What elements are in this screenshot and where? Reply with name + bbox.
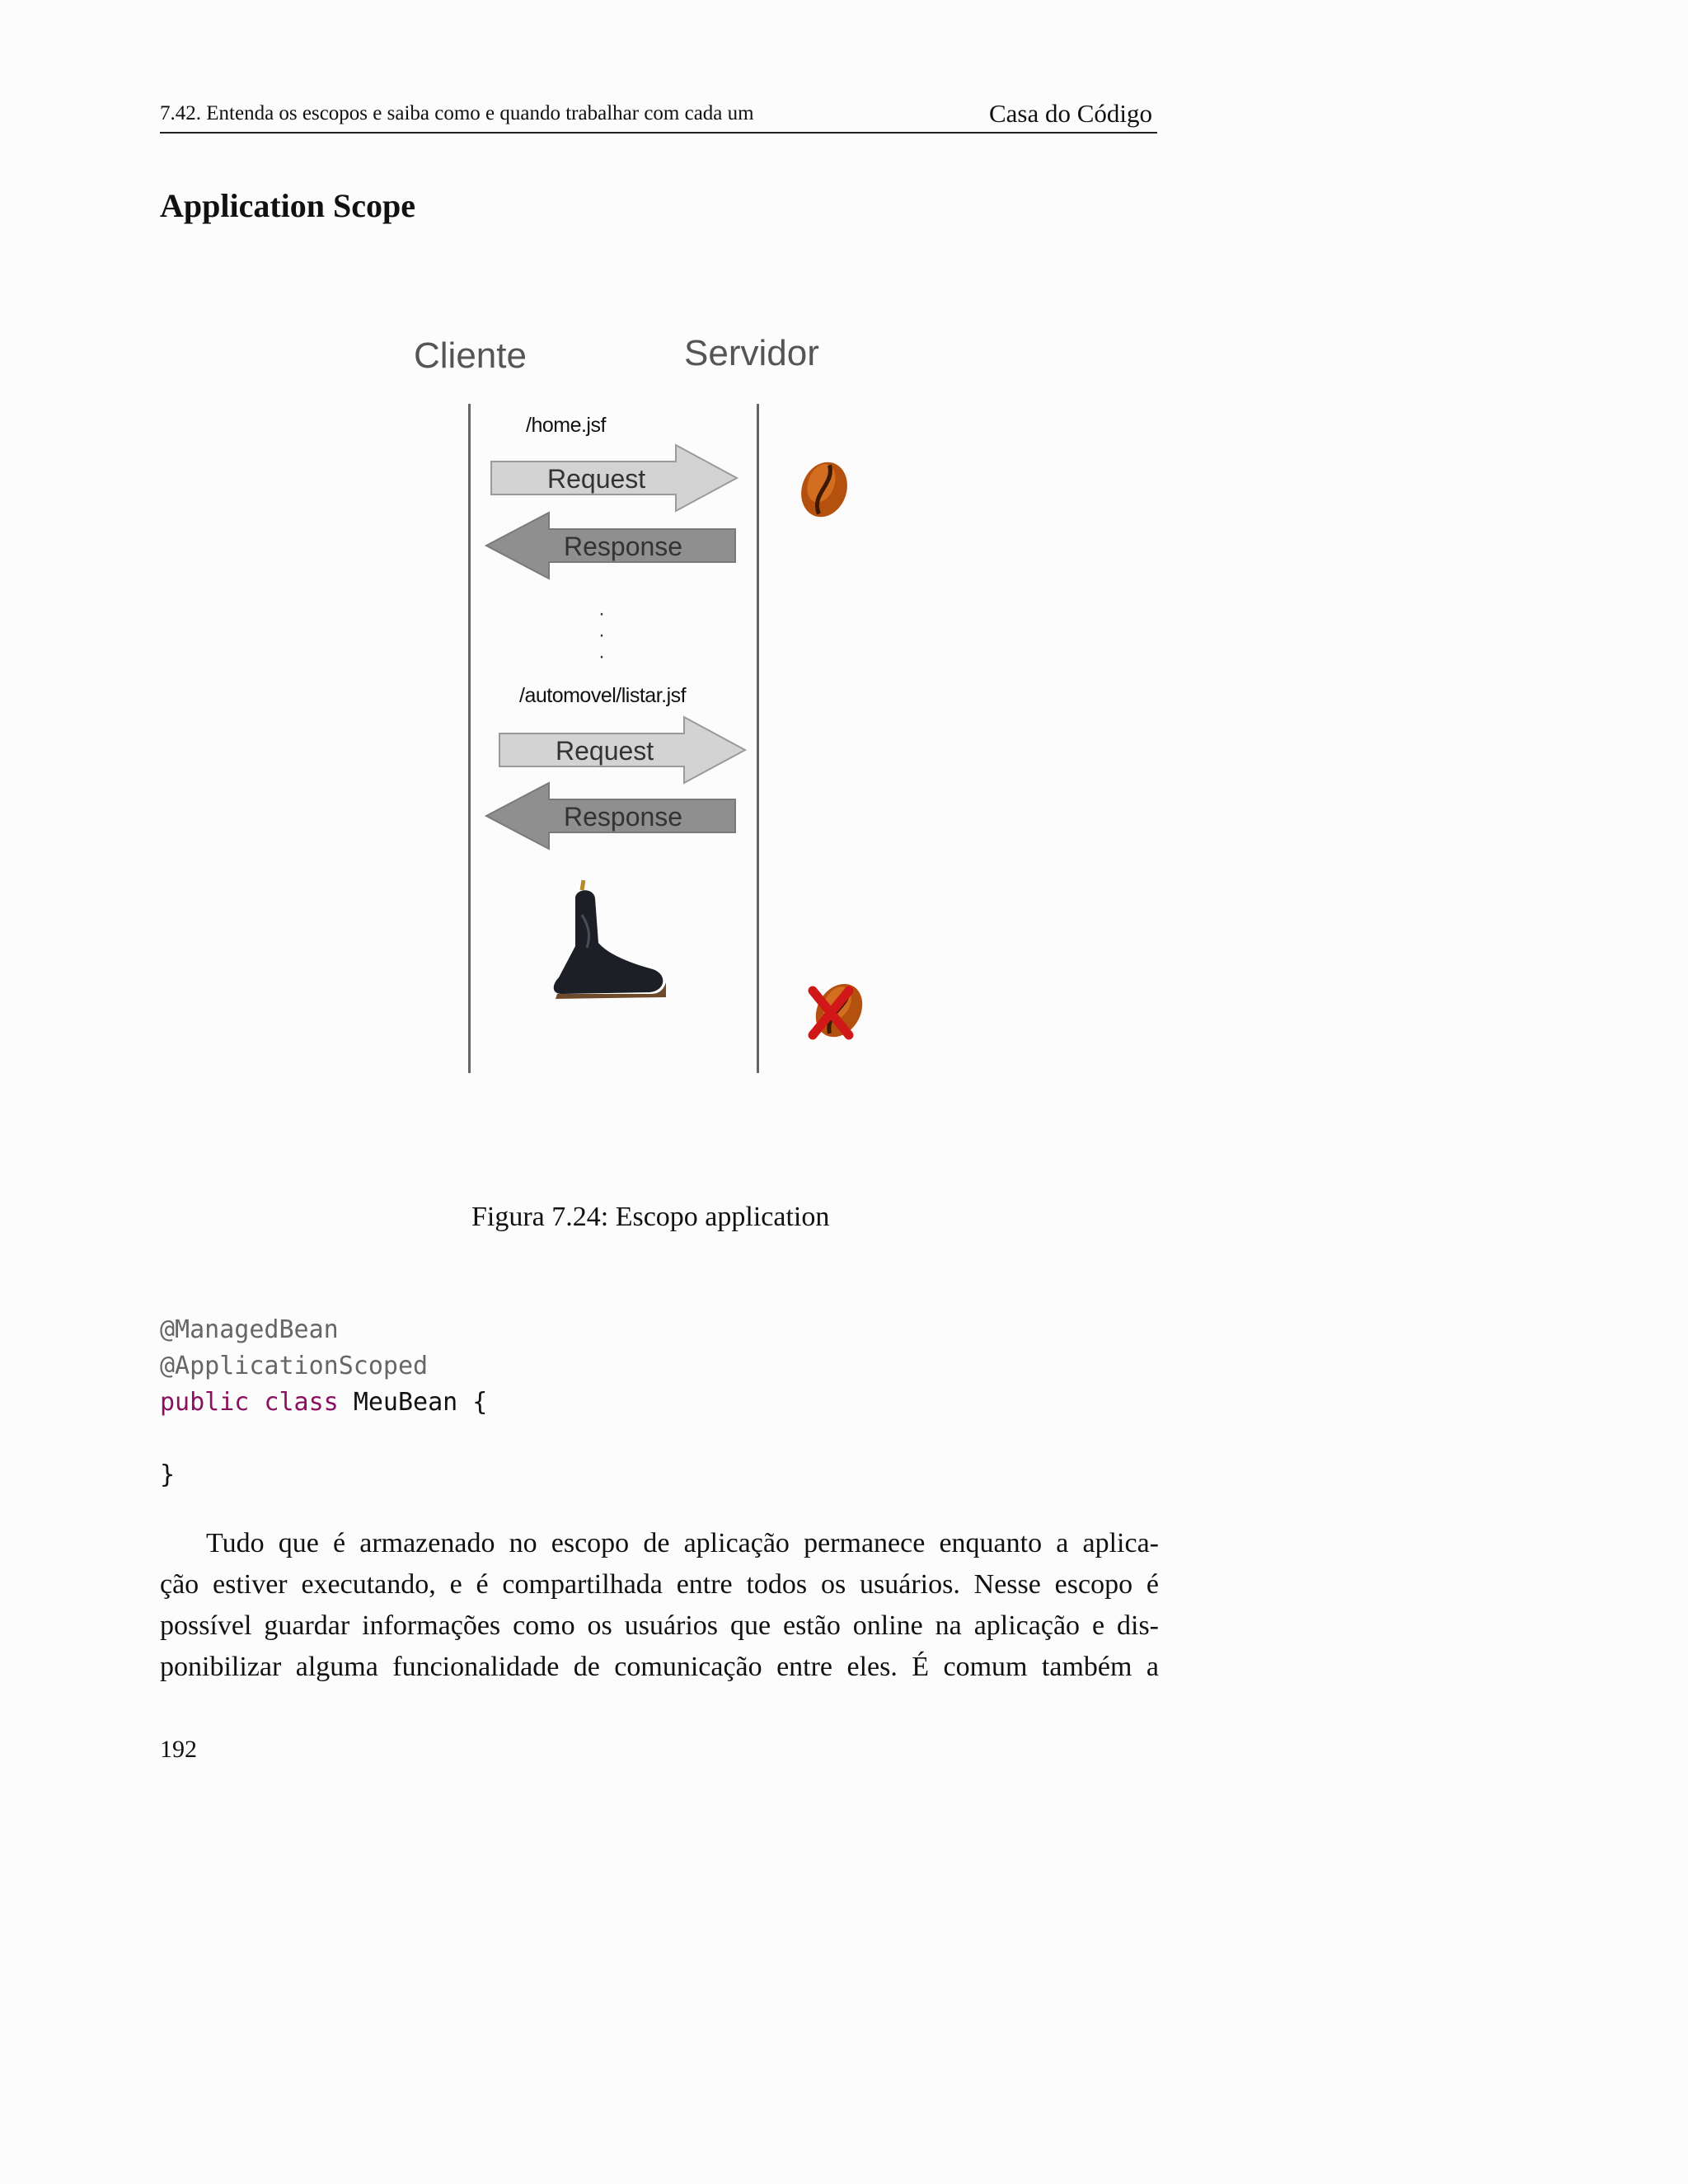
header-section-title: 7.42. Entenda os escopos e saiba como e quando trabalhar com cada um bbox=[160, 102, 754, 124]
paragraph-line: possível guardar informações como os usuários que estão online na aplicação e dis- bbox=[160, 1610, 1159, 1641]
code-keyword: class bbox=[264, 1388, 339, 1417]
request-response-arrows bbox=[387, 313, 915, 1088]
path-listar: /automovel/listar.jsf bbox=[519, 684, 687, 707]
paragraph-line: Tudo que é armazenado no escopo de aplicação permanece enquanto a aplica- bbox=[206, 1528, 1159, 1558]
code-block bbox=[160, 1312, 487, 1493]
response-label: Response bbox=[564, 532, 683, 561]
boot-icon bbox=[554, 880, 666, 999]
figure-caption: Figura 7.24: Escopo application bbox=[471, 1202, 830, 1232]
request-label: Request bbox=[547, 464, 646, 494]
code-keyword: public bbox=[160, 1388, 250, 1417]
server-label: Servidor bbox=[684, 333, 819, 373]
header-book-title: Casa do Código bbox=[988, 99, 1152, 128]
section-title: Application Scope bbox=[160, 187, 416, 224]
body-paragraph bbox=[160, 1523, 1159, 1688]
running-header bbox=[160, 99, 1157, 134]
code-annotation: @ManagedBean bbox=[160, 1315, 339, 1344]
destroyed-bean-icon bbox=[806, 976, 871, 1046]
path-home: /home.jsf bbox=[526, 414, 606, 437]
application-scope-figure bbox=[387, 313, 915, 1088]
ellipsis-dots: · · · bbox=[598, 602, 605, 668]
page-number: 192 bbox=[160, 1736, 197, 1763]
paragraph-line: ção estiver executando, e é compartilhada entre todos os usuários. Nesse escopo é bbox=[160, 1569, 1159, 1600]
code-class-name: MeuBean { bbox=[353, 1388, 488, 1417]
client-label: Cliente bbox=[414, 335, 527, 376]
response-label: Response bbox=[564, 802, 683, 832]
code-closing-brace: } bbox=[160, 1460, 176, 1489]
paragraph-line: ponibilizar alguma funcionalidade de comunicação entre eles. É comum também a bbox=[160, 1652, 1159, 1682]
coffee-bean-icon bbox=[794, 456, 855, 523]
code-annotation: @ApplicationScoped bbox=[160, 1352, 429, 1380]
request-label: Request bbox=[556, 736, 654, 766]
